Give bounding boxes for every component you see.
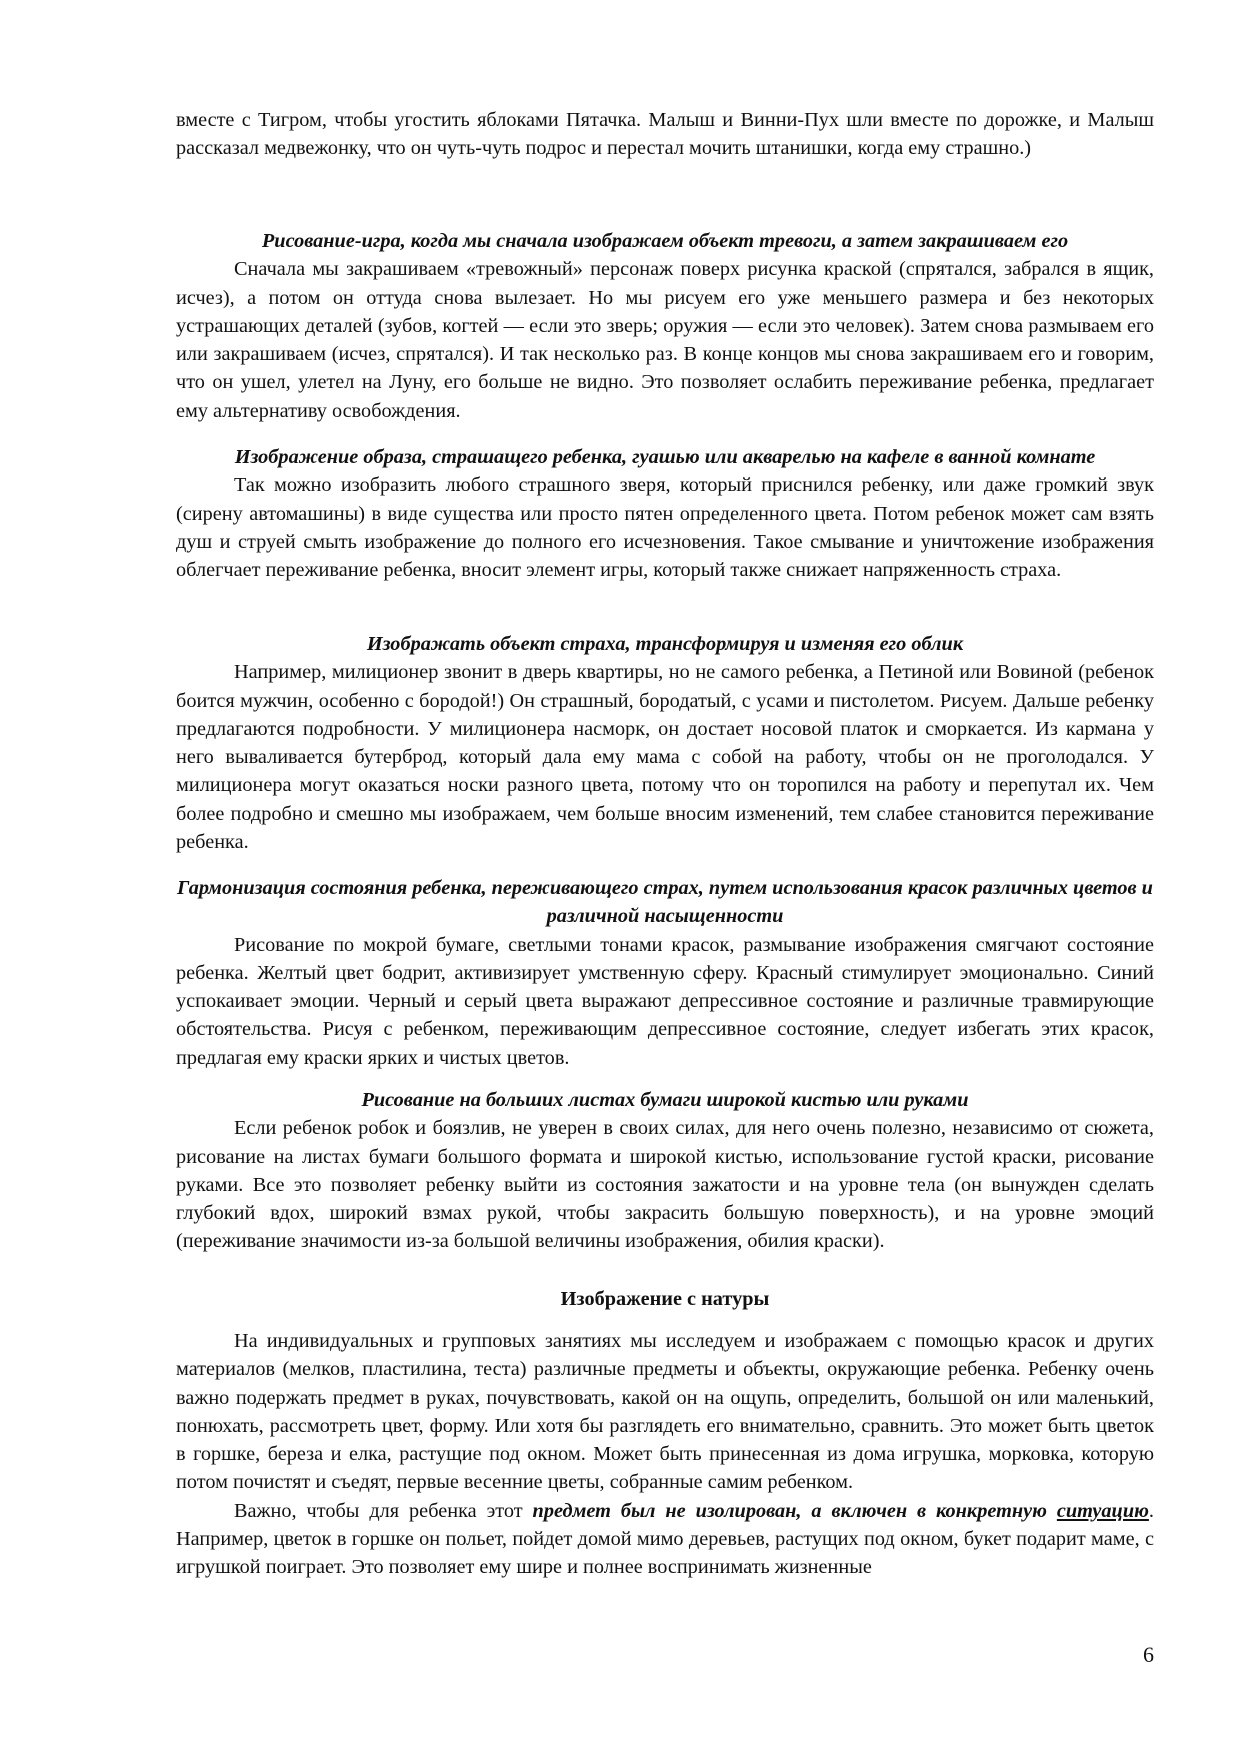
page-number: 6 bbox=[1143, 1642, 1154, 1667]
section-tile-painting bbox=[176, 443, 1154, 584]
section-heading: Изображение образа, страшащего ребенка, гуашью или акварелью на кафеле в ванной комнате bbox=[234, 446, 1096, 468]
section-drawing-game bbox=[176, 227, 1154, 425]
section-paragraph: На индивидуальных и групповых занятиях мы исследуем и изображаем с помощью красок и других материалов (мелков, пластилина, теста) различные предметы и объекты, окружающие ребенка. Ребенку очень важно подержать предмет в руках, почувствовать, какой он на ощупь, определить, большой он или маленький, понюхать, рассмотреть цвет, форму. Или хотя бы разглядеть его внимательно, сравнить. Это может быть цветок в горшке, береза и елка, растущие под окном. Может быть принесенная из дома игрушка, морковка, которую потом почистят и съедят, первые весенние цветы, собранные самим ребенком. bbox=[176, 1330, 1154, 1494]
text-run: . Например, цветок в горшке он польет, пойдет домой мимо деревьев, растущих под окном, букет подарит маме, с игрушкой поиграет. Это позволяет ему шире и полнее воспринимать жизненные bbox=[176, 1499, 1154, 1579]
section-heading: Рисование на больших листах бумаги широкой кистью или руками bbox=[361, 1089, 969, 1111]
section-paragraph-emphasis bbox=[176, 1497, 1154, 1582]
section-color-harmonization bbox=[176, 874, 1154, 1072]
section-from-nature-body bbox=[176, 1327, 1154, 1582]
section-heading: Рисование-игра, когда мы сначала изображаем объект тревоги, а затем закрашиваем его bbox=[261, 230, 1069, 252]
document-page bbox=[176, 0, 1154, 1754]
section-paragraph: Сначала мы закрашиваем «тревожный» персонаж поверх рисунка краской (спрятался, забрался в ящик, исчез), а потом он оттуда снова вылезает. Но мы рисуем его уже меньшего размера и без некоторых устрашающих деталей (зубов, когтей — если это зверь; оружия — если это человек). Затем снова размываем его или закрашиваем (исчез, спрятался). И так несколько раз. В конце концов мы снова закрашиваем его и говорим, что он ушел, улетел на Луну, его больше не видно. Это позволяет ослабить переживание ребенка, предлагает ему альтернативу освобождения. bbox=[176, 258, 1154, 422]
intro-paragraph-block bbox=[176, 106, 1154, 163]
intro-paragraph: вместе с Тигром, чтобы угостить яблоками Пятачка. Малыш и Винни-Пух шли вместе по дорожке, и Малыш рассказал медвежонку, что он чуть-чуть подрос и перестал мочить штанишки, когда ему страшно.) bbox=[176, 109, 1154, 160]
emphasis-underlined-text: ситуацию bbox=[1056, 1499, 1149, 1522]
section-transform-fear bbox=[176, 630, 1154, 856]
emphasis-text: предмет был не изолирован, а включен в конкретную bbox=[532, 1499, 1057, 1522]
text-run: Важно, чтобы для ребенка этот bbox=[234, 1499, 533, 1522]
section-large-sheets bbox=[176, 1086, 1154, 1256]
section-paragraph: Если ребенок робок и боязлив, не уверен в своих силах, для него очень полезно, независимо от сюжета, рисование на листах бумаги большого формата и широкой кистью, использование густой краски, рисование руками. Все это позволяет ребенку выйти из состояния зажатости и на уровне тела (он вынужден сделать глубокий вдох, широкий взмах рукой, чтобы закрасить большую поверхность), и на уровне эмоций (переживание значимости из-за большой величины изображения, обилия краски). bbox=[176, 1117, 1154, 1253]
section-heading: Гармонизация состояния ребенка, переживающего страх, путем использования красок различных цветов и различной насыщенности bbox=[177, 877, 1153, 928]
section-from-nature bbox=[176, 1285, 1154, 1313]
section-paragraph: Так можно изобразить любого страшного зверя, который приснился ребенку, или даже громкий звук (сирену автомашины) в виде существа или просто пятен определенного цвета. Потом ребенок может сам взять душ и струей смыть изображение до полного его исчезновения. Такое смывание и уничтожение изображения облегчает переживание ребенка, вносит элемент игры, который также снижает напряженность страха. bbox=[176, 474, 1154, 582]
section-heading: Изображать объект страха, трансформируя и изменяя его облик bbox=[366, 633, 964, 655]
section-title: Изображение с натуры bbox=[560, 1288, 770, 1310]
section-paragraph: Например, милиционер звонит в дверь квартиры, но не самого ребенка, а Петиной или Вовиной (ребенок боится мужчин, особенно с бородой!) Он страшный, бородатый, с усами и пистолетом. Рисуем. Дальше ребенку предлагаются подробности. У милиционера насморк, он достает носовой платок и сморкается. Из кармана у него вываливается бутерброд, который дала ему мама с собой на работу, чтобы он не проголодался. У милиционера могут оказаться носки разного цвета, потому что он торопился на работу и перепутал их. Чем более подробно и смешно мы изображаем, чем больше вносим изменений, тем слабее становится переживание ребенка. bbox=[176, 661, 1154, 854]
section-paragraph: Рисование по мокрой бумаге, светлыми тонами красок, размывание изображения смягчают состояние ребенка. Желтый цвет бодрит, активизирует умственную сферу. Красный стимулирует эмоционально. Синий успокаивает эмоции. Черный и серый цвета выражают депрессивное состояние и различные травмирующие обстоятельства. Рисуя с ребенком, переживающим депрессивное состояние, следует избегать этих красок, предлагая ему краски ярких и чистых цветов. bbox=[176, 933, 1154, 1069]
